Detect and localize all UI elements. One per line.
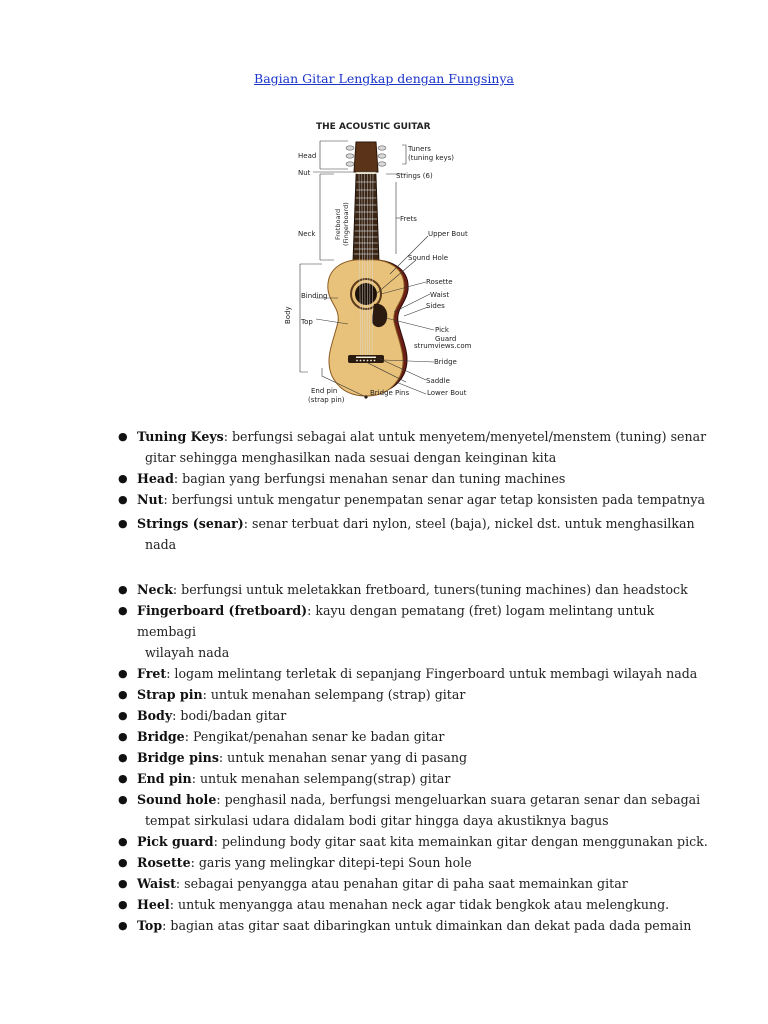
item-text: : untuk menahan selempang (strap) gitar — [202, 687, 466, 702]
bridge-shape — [348, 355, 384, 363]
label-pick: Pick — [435, 326, 449, 334]
bullet-icon: ● — [118, 472, 128, 485]
item-text: : penghasil nada, berfungsi mengeluarkan suara getaran senar dan sebagai — [216, 792, 701, 807]
label-head: Head — [298, 152, 317, 160]
label-upper-bout: Upper Bout — [428, 230, 468, 238]
list-item — [0, 789, 768, 831]
bullet-icon: ● — [118, 688, 128, 701]
item-text: : berfungsi untuk mengatur penempatan senar agar tetap konsisten pada tempatnya — [163, 492, 705, 507]
diagram-heading: THE ACOUSTIC GUITAR — [316, 122, 431, 132]
neck-shape — [353, 175, 379, 261]
bullet-icon: ● — [118, 709, 128, 722]
item-text: : untuk menahan selempang(strap) gitar — [191, 771, 451, 786]
label-bridge-pins: Bridge Pins — [370, 389, 410, 397]
list-item — [0, 705, 768, 726]
label-bridge: Bridge — [434, 358, 457, 366]
saddle-shape — [356, 357, 376, 359]
item-text-cont: nada — [145, 537, 177, 552]
label-strings: Strings (6) — [396, 172, 433, 180]
item-text: : garis yang melingkar ditepi-tepi Soun hole — [190, 855, 472, 870]
label-guard: Guard — [435, 335, 457, 343]
item-term: Bridge — [137, 729, 185, 744]
label-strap-pin: (strap pin) — [308, 396, 345, 404]
item-term: Waist — [137, 876, 176, 891]
item-term: Fingerboard (fretboard) — [137, 603, 308, 618]
bullet-icon: ● — [118, 730, 128, 743]
list-item — [0, 915, 768, 936]
label-fretboard: Fretboard — [334, 208, 342, 240]
item-text: : berfungsi untuk meletakkan fretboard, tuners(tuning machines) dan headstock — [172, 582, 688, 597]
item-text-cont: gitar sehingga menghasilkan nada sesuai dengan keinginan kita — [145, 450, 557, 465]
item-term: Rosette — [137, 855, 191, 870]
list-item — [0, 747, 768, 768]
bullet-icon: ● — [118, 772, 128, 785]
label-tuning-keys: (tuning keys) — [408, 154, 455, 162]
bullet-icon: ● — [118, 583, 128, 596]
list-item — [0, 600, 768, 663]
item-term: Sound hole — [137, 792, 217, 807]
bullet-icon: ● — [118, 793, 128, 806]
bullet-icon: ● — [118, 877, 128, 890]
item-term: Head — [137, 471, 174, 486]
list-item — [0, 873, 768, 894]
item-term: Heel — [137, 897, 170, 912]
item-term: Bridge pins — [137, 750, 219, 765]
label-binding: Binding — [301, 292, 328, 300]
label-neck: Neck — [298, 230, 316, 238]
item-text: : pelindung body gitar saat kita memainkan gitar dengan menggunakan pick. — [213, 834, 708, 849]
item-term: Strap pin — [137, 687, 203, 702]
bullet-icon: ● — [118, 751, 128, 764]
sound-hole-circle — [355, 283, 377, 305]
list-item — [0, 579, 768, 600]
headstock-shape — [354, 142, 378, 172]
bullet-icon: ● — [118, 667, 128, 680]
bullet-icon: ● — [118, 856, 128, 869]
label-sides: Sides — [426, 302, 445, 310]
list-item — [0, 768, 768, 789]
bullet-icon: ● — [118, 430, 128, 443]
list-item — [0, 489, 768, 510]
item-term: Tuning Keys — [137, 429, 224, 444]
diagram-watermark: strumviews.com — [414, 342, 472, 350]
item-term: Nut — [137, 492, 164, 507]
bullet-icon: ● — [118, 517, 128, 530]
item-text: : untuk menyangga atau menahan neck agar tidak bengkok atau melengkung. — [169, 897, 670, 912]
list-item — [0, 513, 768, 555]
item-term: Pick guard — [137, 834, 214, 849]
item-term: End pin — [137, 771, 192, 786]
label-frets: Frets — [400, 215, 417, 223]
label-tuners: Tuners — [408, 145, 431, 153]
list-item — [0, 852, 768, 873]
item-text: : Pengikat/penahan senar ke badan gitar — [184, 729, 445, 744]
label-sound-hole: Sound Hole — [408, 254, 449, 262]
label-rosette: Rosette — [426, 278, 453, 286]
list-item — [0, 894, 768, 915]
item-text: : untuk menahan senar yang di pasang — [218, 750, 468, 765]
item-term: Neck — [137, 582, 173, 597]
label-saddle: Saddle — [426, 377, 450, 385]
item-term: Top — [137, 918, 163, 933]
parts-definition-list — [0, 426, 768, 936]
item-text: : bagian yang berfungsi menahan senar dan tuning machines — [173, 471, 566, 486]
item-term: Body — [137, 708, 173, 723]
list-item — [0, 663, 768, 684]
label-lower-bout: Lower Bout — [427, 389, 467, 397]
bullet-icon: ● — [118, 604, 128, 617]
bullet-icon: ● — [118, 919, 128, 932]
list-item — [0, 468, 768, 489]
list-item — [0, 726, 768, 747]
bullet-icon: ● — [118, 835, 128, 848]
label-end-pin: End pin — [311, 387, 338, 395]
item-text-cont: wilayah nada — [145, 645, 230, 660]
item-text: : berfungsi sebagai alat untuk menyetem/menyetel/menstem (tuning) senar — [223, 429, 707, 444]
label-fingerboard: (Fingerboard) — [342, 202, 350, 246]
item-text-cont: tempat sirkulasi udara didalam bodi gitar hingga daya akustiknya bagus — [145, 813, 609, 828]
item-text: : sebagai penyangga atau penahan gitar di paha saat memainkan gitar — [175, 876, 628, 891]
item-text: : kayu dengan pematang (fret) logam melintang untuk membagi — [137, 603, 655, 639]
bullet-icon: ● — [118, 898, 128, 911]
bullet-icon: ● — [118, 493, 128, 506]
document-title-link[interactable]: Bagian Gitar Lengkap dengan Fungsinya — [254, 71, 514, 86]
label-waist: Waist — [430, 291, 450, 299]
item-text: : bagian atas gitar saat dibaringkan untuk dimainkan dan dekat pada dada pemain — [162, 918, 692, 933]
item-text: : logam melintang terletak di sepanjang Fingerboard untuk membagi wilayah nada — [166, 666, 698, 681]
list-item — [0, 831, 768, 852]
label-body: Body — [284, 306, 292, 324]
list-item — [0, 684, 768, 705]
label-top: Top — [301, 318, 313, 326]
label-nut: Nut — [298, 169, 311, 177]
item-text: : senar terbuat dari nylon, steel (baja), nickel dst. untuk menghasilkan — [243, 516, 695, 531]
item-term: Strings (senar) — [137, 516, 244, 531]
list-item — [0, 426, 768, 468]
item-text: : bodi/badan gitar — [172, 708, 287, 723]
acoustic-guitar-diagram — [286, 112, 486, 410]
item-term: Fret — [137, 666, 167, 681]
